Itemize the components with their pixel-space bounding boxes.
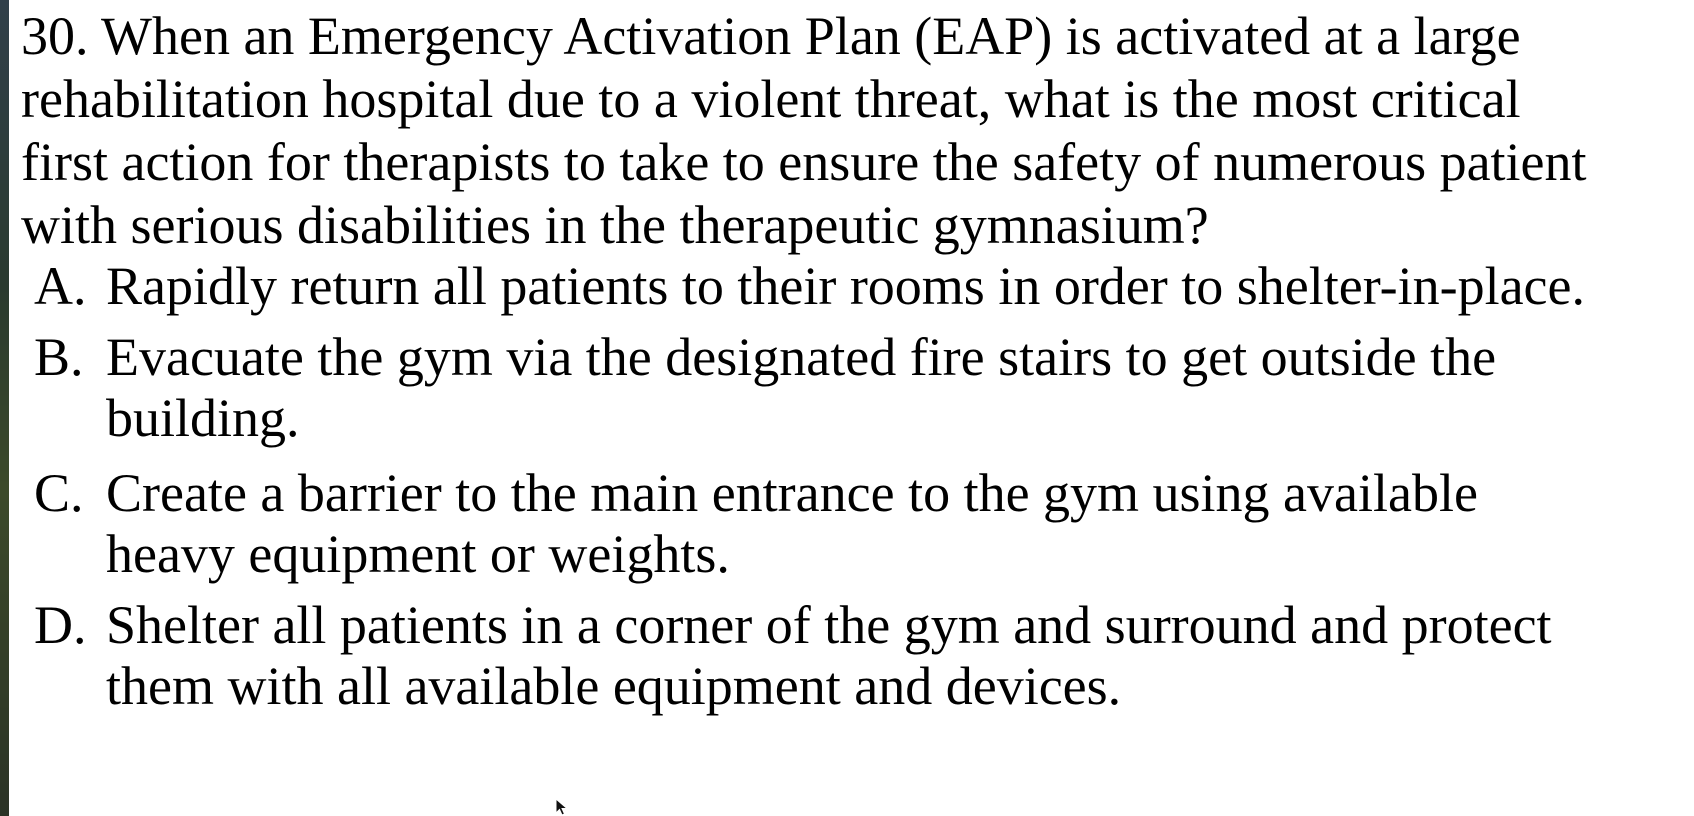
- option-text: them with all available equipment and devices.: [106, 656, 1122, 716]
- mouse-pointer-icon: [555, 798, 569, 816]
- option-text: Rapidly return all patients to their rooms in order to shelter-in-place.: [106, 256, 1585, 316]
- option-letter: A.: [34, 256, 87, 316]
- option-text: heavy equipment or weights.: [106, 524, 730, 584]
- question-line: rehabilitation hospital due to a violent threat, what is the most critical: [21, 69, 1521, 129]
- background-strip: [0, 0, 9, 816]
- option-text: Shelter all patients in a corner of the gym and surround and protect: [106, 595, 1552, 655]
- slide: [9, 0, 1694, 816]
- option-letter: B.: [34, 327, 84, 387]
- option-text: Create a barrier to the main entrance to the gym using available: [106, 463, 1478, 523]
- option-text: building.: [106, 388, 300, 448]
- option-letter: C.: [34, 463, 84, 523]
- option-letter: D.: [34, 595, 87, 655]
- option-text: Evacuate the gym via the designated fire stairs to get outside the: [106, 327, 1497, 387]
- question-line: 30. When an Emergency Activation Plan (EAP) is activated at a large: [21, 6, 1521, 66]
- question-line: with serious disabilities in the therapeutic gymnasium?: [21, 195, 1209, 255]
- question-line: first action for therapists to take to ensure the safety of numerous patient: [21, 132, 1587, 192]
